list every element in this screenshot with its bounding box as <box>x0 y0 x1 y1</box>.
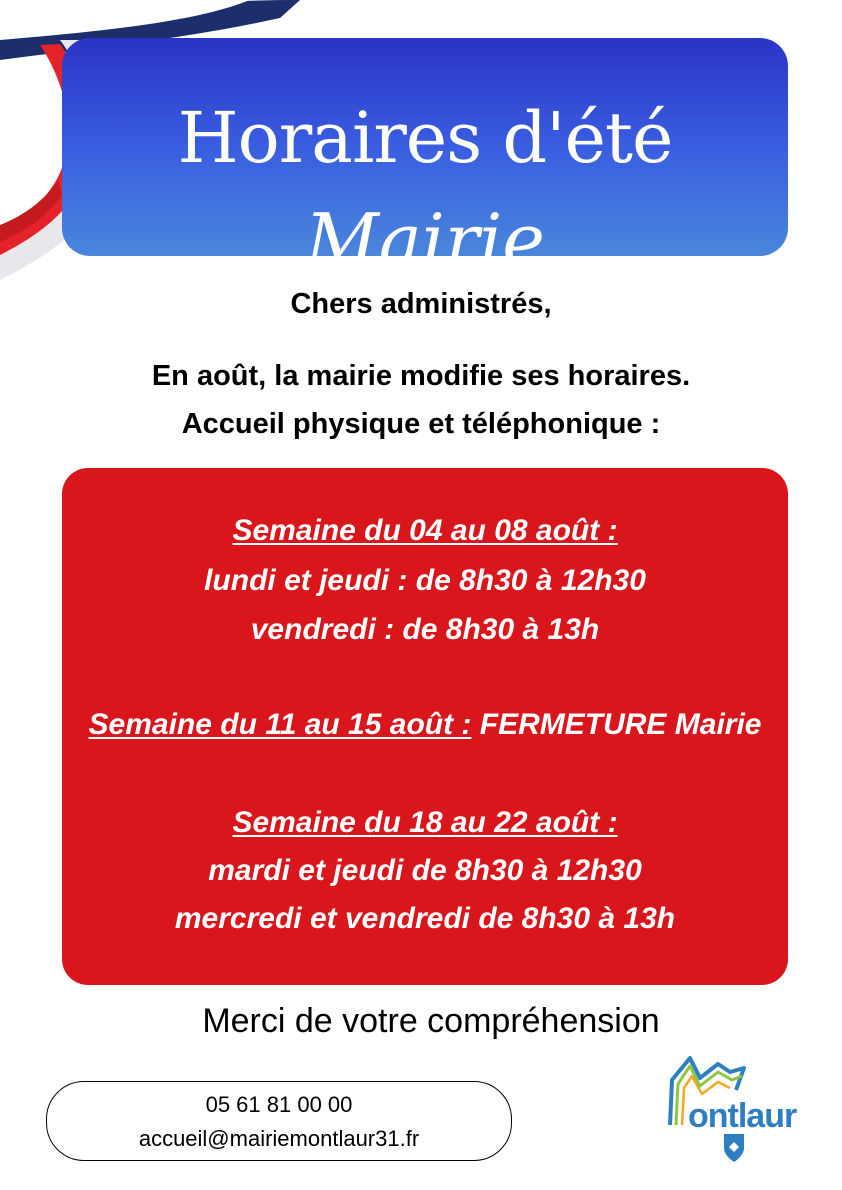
week3-label: Semaine du 18 au 22 août : <box>232 806 618 839</box>
week1-line2: vendredi : de 8h30 à 13h <box>250 613 600 646</box>
week2-status: FERMETURE Mairie <box>479 708 762 741</box>
week1-label: Semaine du 04 au 08 août : <box>232 514 618 547</box>
page-subtitle: Mairie <box>305 198 545 282</box>
email-address: accueil@mairiemontlaur31.fr <box>138 1126 420 1151</box>
week1-line1: lundi et jeudi : de 8h30 à 12h30 <box>204 564 646 597</box>
logo-text: ontlaur <box>688 1097 797 1135</box>
week3-line1: mardi et jeudi de 8h30 à 12h30 <box>208 854 642 887</box>
thanks-text: Merci de votre compréhension <box>202 1002 660 1040</box>
week2-label: Semaine du 11 au 15 août : <box>88 708 472 741</box>
phone-number: 05 61 81 00 00 <box>205 1092 353 1117</box>
week2-row <box>62 708 788 742</box>
intro-line-1: En août, la mairie modifie ses horaires. <box>151 360 691 392</box>
header-banner <box>62 38 788 282</box>
week3-line2: mercredi et vendredi de 8h30 à 13h <box>174 902 676 935</box>
schedule-panel <box>62 468 788 985</box>
greeting-text: Chers administrés, <box>290 288 552 320</box>
contact-box <box>46 1081 512 1161</box>
page-title: Horaires d'été <box>177 97 673 179</box>
intro-line-2: Accueil physique et téléphonique : <box>181 408 661 440</box>
